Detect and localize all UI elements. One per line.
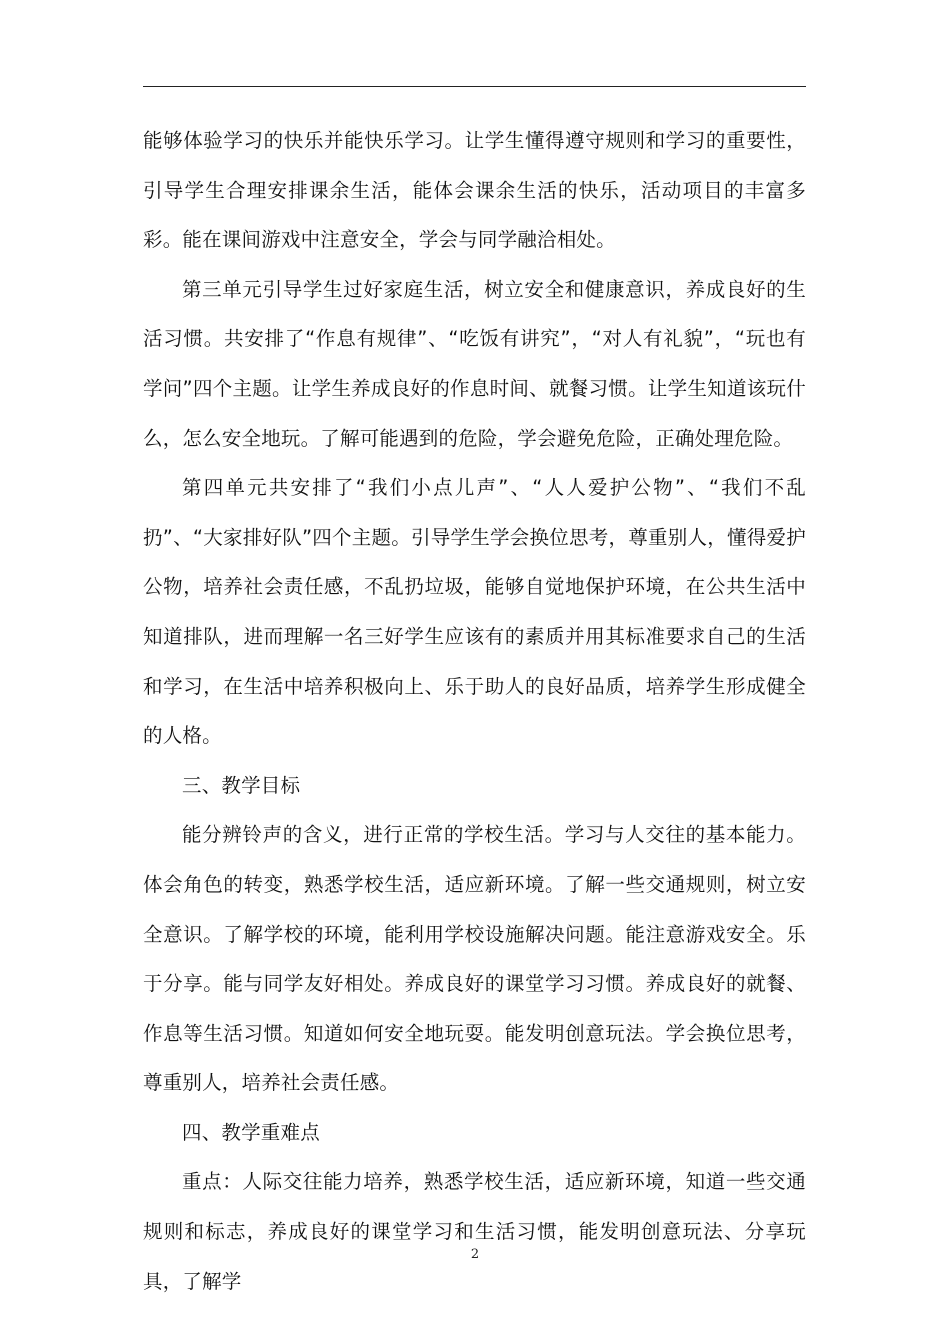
document-body: [143, 116, 806, 1306]
heading-teaching-goals: 三、教学目标: [182, 773, 301, 797]
paragraph-unit2-continued: 能够体验学习的快乐并能快乐学习。让学生懂得遵守规则和学习的重要性，引导学生合理安排课余生活，能体会课余生活的快乐，活动项目的丰富多彩。能在课间游戏中注意安全，学会与同学融洽相处。: [143, 129, 806, 252]
page-number: 2: [470, 1247, 480, 1262]
paragraph-key-points: 重点：人际交往能力培养，熟悉学校生活，适应新环境，知道一些交通规则和标志，养成良好的课堂学习和生活习惯，能发明创意玩法、分享玩具，了解学: [143, 1170, 806, 1293]
paragraph-teaching-goals: 能分辨铃声的含义，进行正常的学校生活。学习与人交往的基本能力。体会角色的转变，熟悉学校生活，适应新环境。了解一些交通规则，树立安全意识。了解学校的环境，能利用学校设施解决问题。能注意游戏安全。乐于分享。能与同学友好相处。养成良好的课堂学习习惯。养成良好的就餐、作息等生活习惯。知道如何安全地玩耍。能发明创意玩法。学会换位思考，尊重别人，培养社会责任感。: [143, 823, 806, 1095]
header-rule: [143, 86, 806, 87]
paragraph-unit4: 第四单元共安排了“我们小点儿声”、“人人爱护公物”、“我们不乱扔”、“大家排好队”四个主题。引导学生学会换位思考，尊重别人，懂得爱护公物，培养社会责任感，不乱扔垃圾，能够自觉地保护环境，在公共生活中知道排队，进而理解一名三好学生应该有的素质并用其标准要求自己的生活和学习，在生活中培养积极向上、乐于助人的良好品质，培养学生形成健全的人格。: [143, 476, 806, 748]
heading-key-difficulties: 四、教学重难点: [182, 1120, 320, 1144]
paragraph-unit3: 第三单元引导学生过好家庭生活，树立安全和健康意识，养成良好的生活习惯。共安排了“作息有规律”、“吃饭有讲究”，“对人有礼貌”，“玩也有学问”四个主题。让学生养成良好的作息时间、就餐习惯。让学生知道该玩什么，怎么安全地玩。了解可能遇到的危险，学会避免危险，正确处理危险。: [143, 277, 806, 450]
